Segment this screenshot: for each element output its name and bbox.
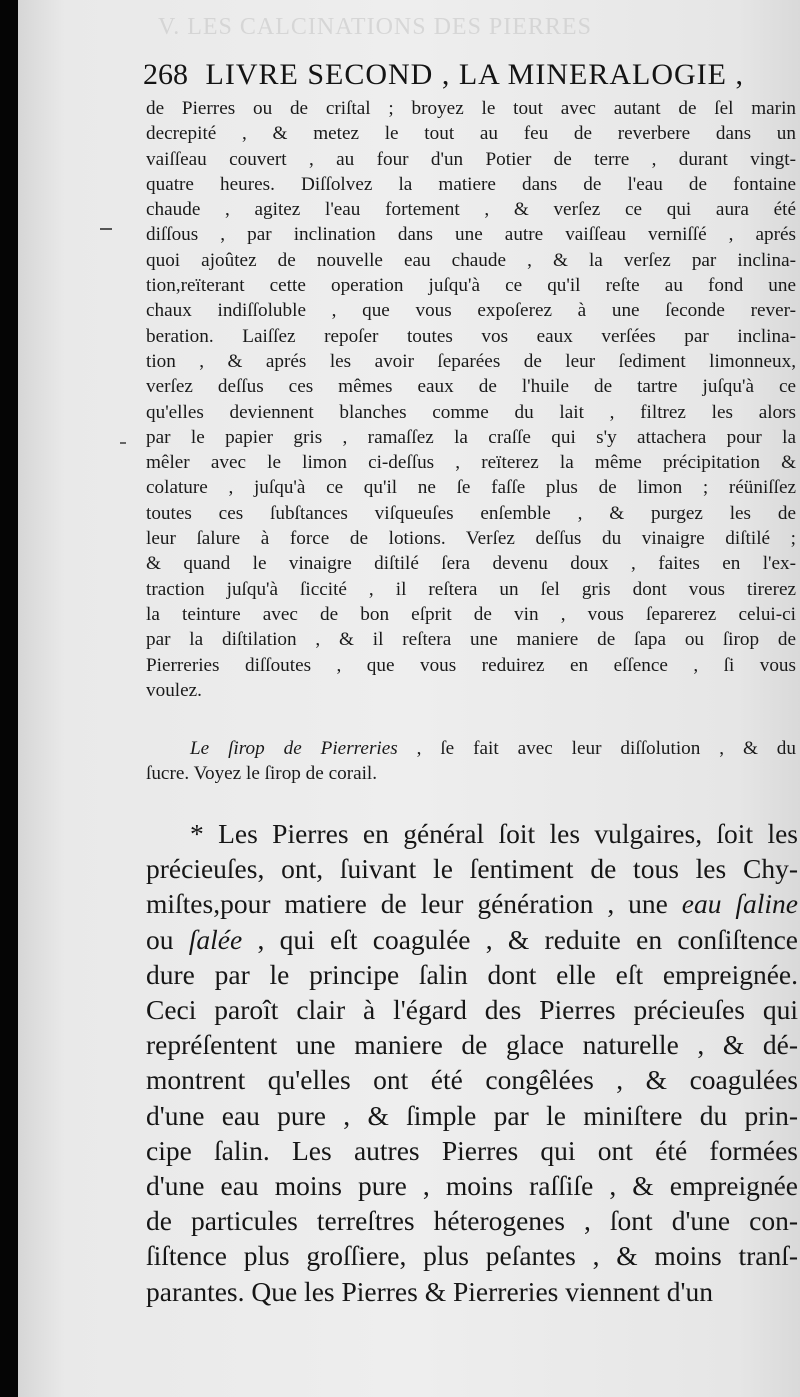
book-page	[18, 0, 800, 1397]
text-line: précieuſes, ont, ſuivant le ſentiment de tous les Chy-	[146, 853, 798, 885]
text-line: Ceci paroît clair à l'égard des Pierres précieuſes qui	[146, 994, 798, 1026]
text-line: colature , juſqu'à ce qu'il ne ſe faſſe plus de limon ; réüniſſez	[146, 477, 796, 499]
text-line: mêler avec le limon ci-deſſus , reïterez la même précipitation &	[146, 452, 796, 474]
text-line: d'une eau pure , & ſimple par le miniſtere du prin-	[146, 1099, 798, 1131]
text-line: tion,reïterant cette operation juſqu'à ce qu'il reſte au fond une	[146, 275, 796, 297]
text-line: vaiſſeau couvert , au four d'un Potier de terre , durant vingt-	[146, 148, 796, 170]
text-line: chaude , agitez l'eau fortement , & verſez ce qui aura été	[146, 199, 796, 221]
text-line: leur ſalure à force de lotions. Verſez deſſus du vinaigre diſtilé ;	[146, 528, 796, 550]
text-line: parantes. Que les Pierres & Pierreries viennent d'un	[146, 1275, 713, 1307]
text-line: chaux indiſſoluble , que vous expoſerez à une ſeconde rever-	[146, 300, 796, 322]
text-line: qu'elles deviennent blanches comme du lait , filtrez les alors	[146, 401, 796, 423]
text-line: quatre heures. Diſſolvez la matiere dans de l'eau de fontaine	[146, 173, 796, 195]
text-line: d'une eau moins pure , moins raſſiſe , & empreignée	[146, 1170, 798, 1202]
text-line: la teinture avec de bon eſprit de vin , vous ſeparerez celui-ci	[146, 603, 796, 625]
text-line: repréſentent une maniere de glace naturelle , & dé-	[146, 1029, 798, 1061]
text-line: Le ſirop de Pierreries , ſe fait avec leur diſſolution , & du	[190, 738, 796, 759]
margin-mark	[100, 228, 112, 230]
text-line: traction juſqu'à ſiccité , il reſtera un ſel gris dont vous tirerez	[146, 578, 796, 600]
text-line: par la diſtilation , & il reſtera une maniere de ſapa ou ſirop de	[146, 629, 796, 651]
text-line: * Les Pierres en général ſoit les vulgaires, ſoit les	[190, 818, 798, 849]
italic-term: ſalée	[188, 923, 243, 955]
page-header	[143, 58, 783, 92]
paragraph-syrop	[146, 736, 796, 787]
text-line: diſſous , par inclination dans une autre vaiſſeau verniſſé , aprés	[146, 224, 796, 246]
text-line: de Pierres ou de criſtal ; broyez le tout avec autant de ſel marin	[146, 98, 796, 119]
text-line: dure par le principe ſalin dont elle eſt empreignée.	[146, 958, 798, 990]
text-line: decrepité , & metez le tout au feu de reverbere dans un	[146, 123, 796, 145]
bleed-through-text: V. LES CALCINATIONS DES PIERRES	[158, 14, 592, 40]
text-line: ſiſtence plus groſſiere, plus peſantes , & moins tranſ-	[146, 1240, 798, 1272]
text-line: miſtes,pour matiere de leur génération , une eau ſaline	[146, 888, 798, 920]
paragraph-pierres	[146, 816, 798, 1309]
text-line: quoi ajoûtez de nouvelle eau chaude , & la verſez par inclina-	[146, 249, 796, 271]
text-line: montrent qu'elles ont été congêlées , & coagulées	[146, 1064, 798, 1096]
text-line: tion , & aprés les avoir ſeparées de leur ſediment limonneux,	[146, 350, 796, 372]
paragraph-recipe	[146, 96, 796, 703]
text-line: ou ſalée , qui eſt coagulée , & reduite en conſiſtence	[146, 923, 799, 955]
italic-term: eau ſaline	[681, 888, 798, 920]
text-line: cipe ſalin. Les autres Pierres qui ont été formées	[146, 1134, 798, 1166]
text-line: & quand le vinaigre diſtilé ſera devenu doux , faites en l'ex-	[146, 553, 796, 575]
running-title: LIVRE SECOND , LA MINERALOGIE ,	[205, 58, 744, 91]
text-line: verſez deſſus ces mêmes eaux de l'huile de tartre juſqu'à ce	[146, 376, 796, 398]
italic-lead: Le ſirop de Pierreries	[190, 738, 398, 759]
text-line: Pierreries diſſoutes , que vous reduirez en eſſence , ſi vous	[146, 654, 796, 676]
text-line: beration. Laiſſez repoſer toutes vos eaux verſées par inclina-	[146, 325, 796, 347]
text-line: par le papier gris , ramaſſez la craſſe qui s'y attachera pour la	[146, 426, 796, 448]
text-line: ſucre. Voyez le ſirop de corail.	[146, 763, 378, 785]
text-line: de particules terreſtres héterogenes , ſont d'une con-	[146, 1205, 798, 1237]
page-number: 268	[143, 58, 188, 91]
text-line: toutes ces ſubſtances viſqueuſes enſemble , & purgez les de	[146, 502, 796, 524]
text-line: voulez.	[146, 679, 202, 701]
margin-mark	[120, 442, 126, 444]
